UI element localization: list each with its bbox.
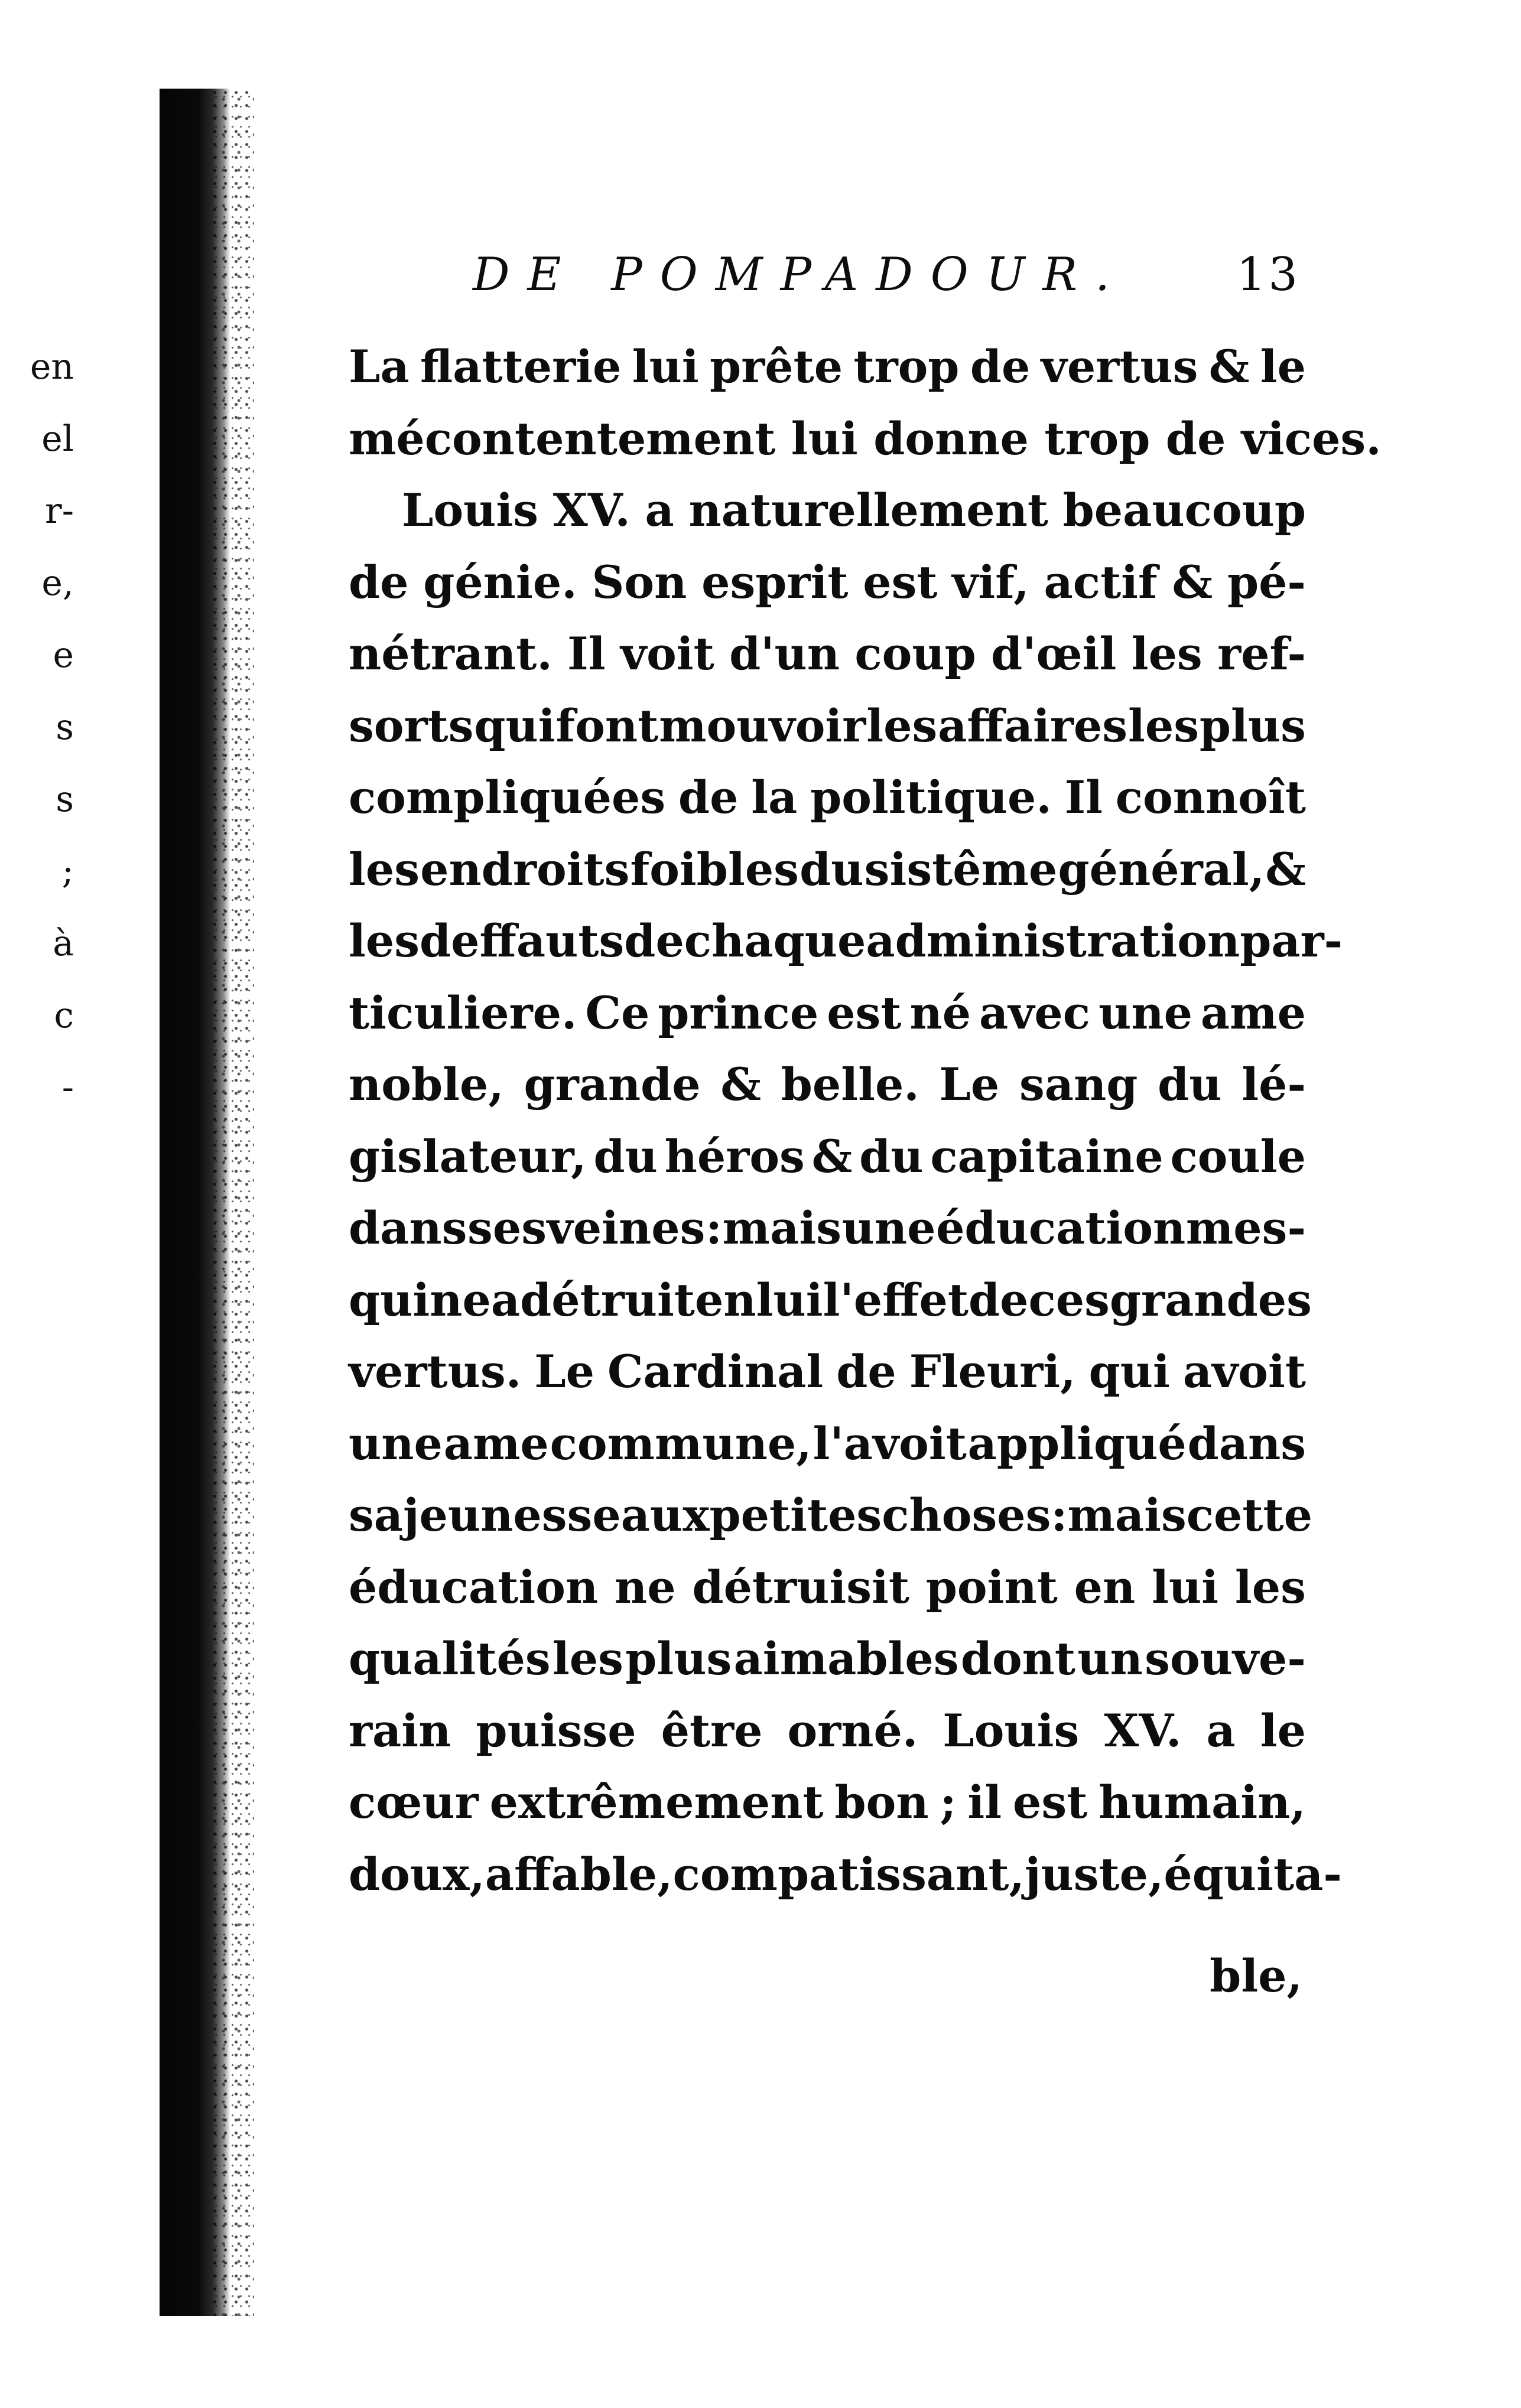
word: héros xyxy=(664,1130,805,1183)
word: affable, xyxy=(485,1847,673,1901)
text-line xyxy=(349,977,1306,1049)
word: détruit xyxy=(520,1273,696,1326)
word: : xyxy=(705,1202,723,1254)
word: les xyxy=(1234,1560,1306,1613)
word: être xyxy=(661,1704,763,1757)
word: né xyxy=(909,986,971,1039)
facing-fragment: s xyxy=(56,779,74,820)
word: trop xyxy=(853,340,960,393)
word: quine xyxy=(349,1273,491,1326)
word: est xyxy=(827,986,902,1039)
word: ticuliere. xyxy=(349,986,577,1039)
word: a xyxy=(1206,1704,1236,1757)
word: éducation xyxy=(936,1202,1186,1254)
facing-fragment: r- xyxy=(45,490,74,532)
text-line xyxy=(349,1408,1306,1480)
word: de xyxy=(678,771,739,824)
facing-fragment: el xyxy=(41,418,74,460)
text-line xyxy=(349,690,1306,762)
word: La xyxy=(349,340,410,393)
word: détruisit xyxy=(692,1560,909,1613)
word: commune, xyxy=(550,1417,812,1470)
word: du xyxy=(1158,1058,1222,1111)
word: esprit xyxy=(701,555,849,608)
word: vif, xyxy=(952,555,1029,608)
word: cette xyxy=(1186,1489,1312,1541)
word: de xyxy=(970,340,1031,393)
word: : xyxy=(1051,1489,1068,1541)
word: appliqué xyxy=(967,1417,1187,1470)
word: Il xyxy=(1064,771,1103,824)
word: lui xyxy=(1152,1560,1219,1613)
word: par- xyxy=(1240,915,1343,967)
word: l'effet xyxy=(823,1273,968,1326)
word: jeunesse xyxy=(403,1489,621,1541)
text-line xyxy=(349,1336,1306,1408)
word: orné. xyxy=(787,1704,918,1757)
word: XV. xyxy=(552,484,630,536)
facing-fragment: e, xyxy=(41,562,74,604)
word: extrêmement xyxy=(489,1776,824,1828)
word: a xyxy=(645,484,674,536)
word: petites xyxy=(709,1489,882,1541)
text-line xyxy=(349,1192,1306,1264)
word: compatissant, xyxy=(672,1847,1025,1901)
word: ses xyxy=(467,1202,547,1254)
word: deffauts xyxy=(420,915,625,967)
word: administration xyxy=(866,915,1240,967)
catchword: ble, xyxy=(1210,1950,1302,2002)
word: Ce xyxy=(585,986,650,1039)
word: affaires xyxy=(938,699,1128,752)
word: le xyxy=(1260,1704,1306,1757)
text-line xyxy=(349,1766,1306,1838)
word: qui xyxy=(474,699,555,752)
facing-page-fragments xyxy=(0,331,89,1124)
word: les xyxy=(349,842,420,896)
facing-fragment: c xyxy=(54,995,74,1036)
running-header xyxy=(473,248,1300,319)
word: de xyxy=(624,915,684,967)
text-line xyxy=(349,1264,1312,1336)
word: dont xyxy=(960,1632,1076,1685)
word: politique. xyxy=(810,771,1052,824)
word: plus xyxy=(625,1632,732,1685)
word: du xyxy=(800,842,864,896)
word: Le xyxy=(534,1345,594,1398)
page-number: 13 xyxy=(1236,248,1300,301)
text-line xyxy=(349,1695,1306,1767)
word: est xyxy=(1013,1776,1088,1828)
word: d'œil xyxy=(991,627,1117,680)
facing-fragment: s xyxy=(56,707,74,748)
word: qualités xyxy=(349,1632,551,1685)
word: dans xyxy=(349,1202,467,1254)
word: une xyxy=(349,1417,443,1470)
word: une xyxy=(841,1202,936,1254)
word: les xyxy=(866,699,938,752)
text-line xyxy=(349,1838,1342,1911)
word: & xyxy=(811,1130,853,1183)
text-line xyxy=(349,1623,1306,1695)
word: Cardinal xyxy=(607,1345,824,1398)
word: prince xyxy=(658,986,819,1039)
word: Il xyxy=(567,627,606,680)
word: Louis xyxy=(942,1704,1080,1757)
text-line: mécontentement lui donne trop de vices. xyxy=(349,412,1382,465)
word: gislateur, xyxy=(349,1130,587,1183)
word: voit xyxy=(620,627,714,680)
word: avec xyxy=(979,986,1091,1039)
word: ne xyxy=(615,1560,676,1613)
word: lui xyxy=(632,340,699,393)
word: flatterie xyxy=(420,340,622,393)
word: Louis xyxy=(402,484,539,536)
word: les xyxy=(349,915,420,967)
word: du xyxy=(593,1130,658,1183)
word: prête xyxy=(710,340,843,393)
word: les xyxy=(1131,627,1202,680)
word: aux xyxy=(620,1489,710,1541)
word: humain, xyxy=(1098,1776,1306,1828)
word: mais xyxy=(1067,1489,1187,1541)
word: foibles xyxy=(630,842,799,896)
word: chaque xyxy=(684,915,866,967)
word: mes- xyxy=(1185,1202,1306,1254)
word: lé- xyxy=(1242,1058,1306,1111)
word: Fleuri, xyxy=(909,1345,1076,1398)
facing-fragment: - xyxy=(61,1067,74,1108)
word: coule xyxy=(1170,1130,1306,1183)
word: ame xyxy=(443,1417,549,1470)
word: de xyxy=(836,1345,896,1398)
text-line xyxy=(349,331,1306,403)
text-line xyxy=(349,762,1306,834)
word: endroits xyxy=(420,842,630,896)
word: de xyxy=(349,555,409,608)
word: l'avoit xyxy=(812,1417,967,1470)
word: général, xyxy=(1058,842,1265,896)
word: juste, xyxy=(1024,1847,1164,1901)
word: plus xyxy=(1199,699,1306,752)
word: Le xyxy=(939,1058,1000,1111)
word: grande xyxy=(524,1058,701,1111)
word: XV. xyxy=(1104,1704,1182,1757)
word: & xyxy=(720,1058,761,1111)
gutter-speckle xyxy=(213,89,254,2316)
word: ces xyxy=(1028,1273,1110,1326)
word: aimables xyxy=(733,1632,959,1685)
word: point xyxy=(925,1560,1058,1613)
word: équita- xyxy=(1164,1847,1342,1901)
text-line xyxy=(349,1551,1306,1623)
word: sistême xyxy=(864,842,1058,896)
word: pé- xyxy=(1227,555,1306,608)
body-text xyxy=(349,331,1382,1910)
word: du xyxy=(859,1130,924,1183)
word: cœur xyxy=(349,1776,479,1828)
word: actif xyxy=(1044,555,1158,608)
word: connoît xyxy=(1115,771,1306,824)
word: une xyxy=(1098,986,1192,1039)
word: souve- xyxy=(1145,1632,1306,1685)
word: avoit xyxy=(1182,1345,1306,1398)
word: les xyxy=(1127,699,1199,752)
word: capitaine xyxy=(930,1130,1164,1183)
word: bon xyxy=(834,1776,929,1828)
text-line xyxy=(349,1479,1312,1551)
text-line xyxy=(349,1049,1306,1121)
word: sang xyxy=(1019,1058,1138,1111)
word: la xyxy=(751,771,798,824)
word: est xyxy=(863,555,938,608)
facing-fragment: en xyxy=(30,346,74,388)
text-line xyxy=(349,834,1306,906)
word: ame xyxy=(1200,986,1306,1039)
word: naturellement xyxy=(688,484,1048,536)
word: a xyxy=(490,1273,521,1326)
text-line xyxy=(349,905,1343,977)
word: vertus. xyxy=(349,1345,522,1398)
word: il xyxy=(967,1776,1002,1828)
word: les xyxy=(552,1632,623,1685)
word: dans xyxy=(1187,1417,1306,1470)
word: mouvoir xyxy=(659,699,866,752)
word: un xyxy=(1077,1632,1143,1685)
facing-fragment: ; xyxy=(61,851,74,892)
word: & xyxy=(1172,555,1213,608)
facing-fragment: e xyxy=(53,634,74,676)
word: noble, xyxy=(349,1058,504,1111)
word: veines xyxy=(547,1202,706,1254)
text-line xyxy=(349,618,1306,690)
word: sa xyxy=(349,1489,404,1541)
text-line xyxy=(349,1121,1306,1193)
word: compliquées xyxy=(349,771,666,824)
word: grandes xyxy=(1109,1273,1312,1326)
word: belle. xyxy=(781,1058,919,1111)
word: choses xyxy=(882,1489,1051,1541)
word: & xyxy=(1208,340,1250,393)
text-line xyxy=(349,474,1306,546)
word: éducation xyxy=(349,1560,599,1613)
word: puisse xyxy=(476,1704,636,1757)
word: doux, xyxy=(349,1847,485,1901)
word: Son xyxy=(592,555,687,608)
facing-fragment: à xyxy=(53,923,74,964)
word: lui xyxy=(756,1273,823,1326)
word: le xyxy=(1260,340,1306,393)
word: de xyxy=(968,1273,1029,1326)
word: en xyxy=(695,1273,756,1326)
word: nétrant. xyxy=(349,627,552,680)
word: qui xyxy=(1088,1345,1170,1398)
word: beaucoup xyxy=(1062,484,1306,536)
word: coup xyxy=(854,627,976,680)
running-title: DE POMPADOUR. xyxy=(473,248,1127,301)
word: génie. xyxy=(423,555,577,608)
word: sorts xyxy=(349,699,474,752)
text-line xyxy=(349,546,1306,619)
word: font xyxy=(555,699,659,752)
word: d'un xyxy=(729,627,840,680)
word: en xyxy=(1074,1560,1136,1613)
word: vertus xyxy=(1041,340,1198,393)
word: mais xyxy=(722,1202,841,1254)
word: ref- xyxy=(1217,627,1306,680)
word: ; xyxy=(940,1776,957,1828)
word: & xyxy=(1265,842,1306,896)
word: rain xyxy=(349,1704,451,1757)
